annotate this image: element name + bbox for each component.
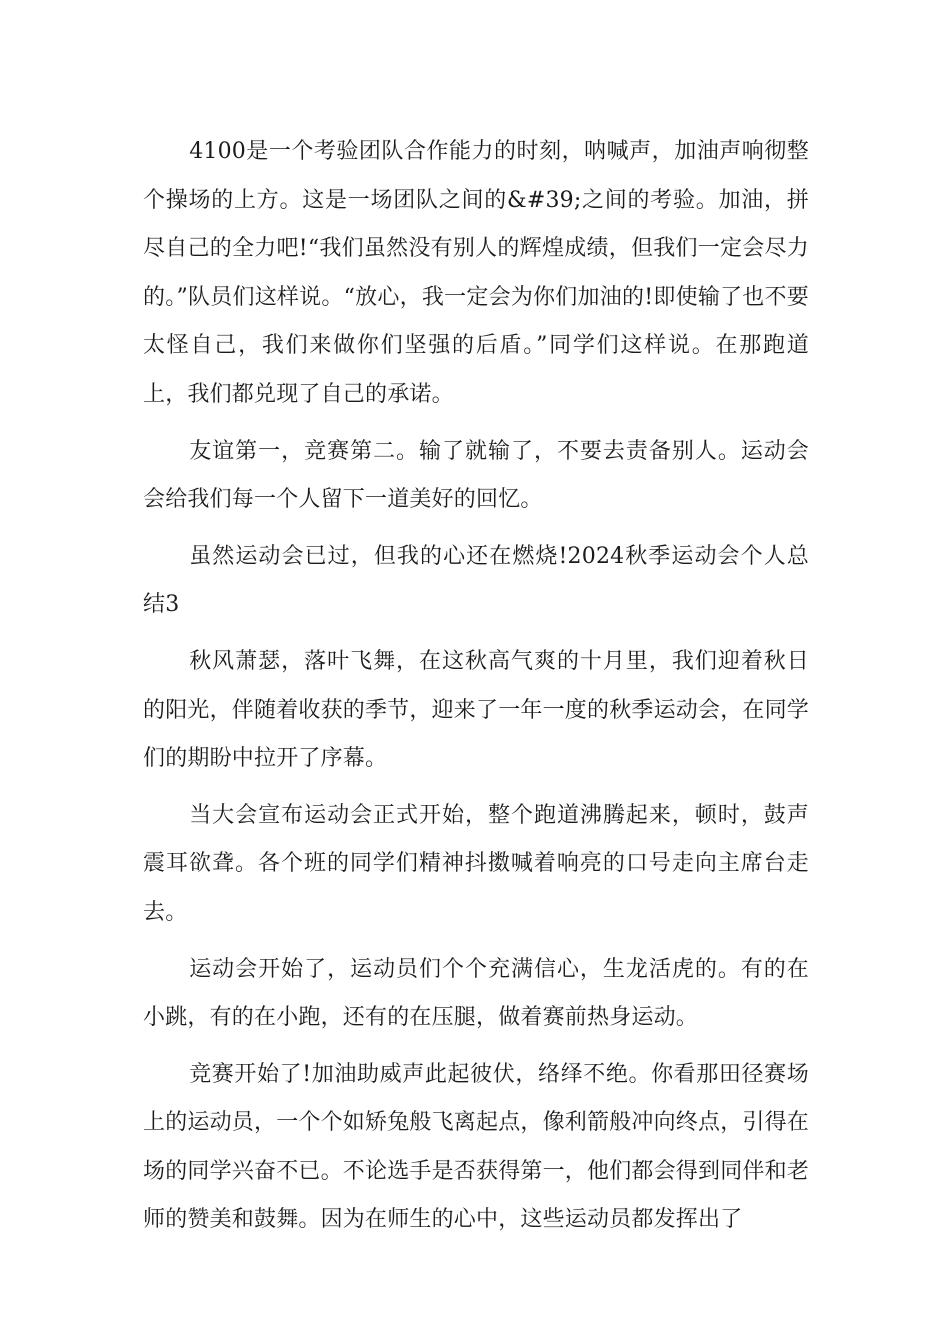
document-body (143, 128, 809, 1253)
paragraph: 竞赛开始了!加油助威声此起彼伏，络绎不绝。你看那田径赛场上的运动员，一个个如矫兔般飞离起点，像利箭般冲向终点，引得在场的同学兴奋不已。不论选手是否获得第一，他们都会得到同伴和老师的赞美和鼓舞。因为在师生的心中，这些运动员都发挥出了 (143, 1061, 810, 1233)
paragraph: 4100是一个考验团队合作能力的时刻，呐喊声，加油声响彻整个操场的上方。这是一场团队之间的&#39;之间的考验。加油，拼尽自己的全力吧!“我们虽然没有别人的辉煌成绩，但我们一定会尽力的。”队员们这样说。“放心，我一定会为你们加油的!即使输了也不要太怪自己，我们来做你们坚强的后盾。”同学们这样说。在那跑道上，我们都兑现了自己的承诺。 (143, 139, 809, 407)
paragraph: 当大会宣布运动会正式开始，整个跑道沸腾起来，顿时，鼓声震耳欲聋。各个班的同学们精神抖擞喊着响亮的口号走向主席台走去。 (143, 802, 809, 925)
paragraph: 秋风萧瑟，落叶飞舞，在这秋高气爽的十月里，我们迎着秋日的阳光，伴随着收获的季节，迎来了一年一度的秋季运动会，在同学们的期盼中拉开了序幕。 (143, 648, 810, 772)
paragraph: 运动会开始了，运动员们个个充满信心，生龙活虎的。有的在小跳，有的在小跑，还有的在压腿，做着赛前热身运动。 (143, 956, 809, 1031)
paragraph: 友谊第一，竞赛第二。输了就输了，不要去责备别人。运动会会给我们每一个人留下一道美好的回忆。 (143, 438, 809, 513)
paragraph: 虽然运动会已过，但我的心还在燃烧!2024秋季运动会个人总结3 (143, 543, 809, 618)
